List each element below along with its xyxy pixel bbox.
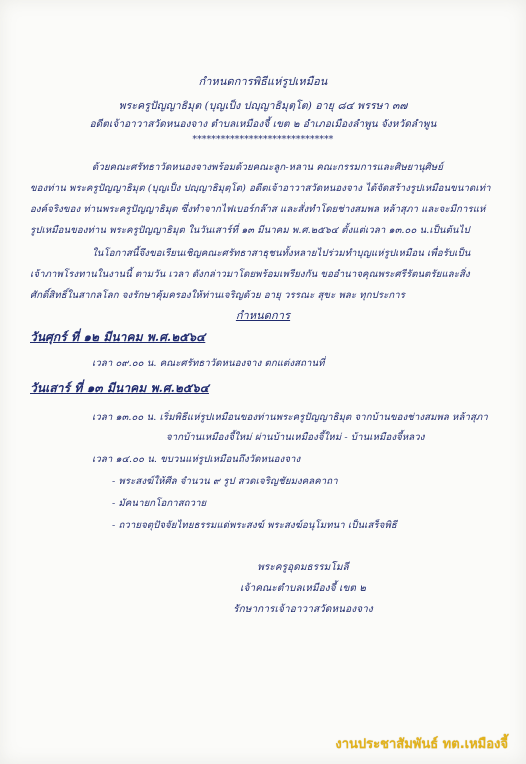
day2-item-2: - มัคนายกโอกาสถวาย [112,498,207,509]
day2-event-2: เวลา ๑๔.๐๐ น. ขบวนแห่รูปเหมือนถึงวัดหนองจาง [92,454,301,465]
watermark-text: งานประชาสัมพันธ์ ทต.เหมืองจี้ [335,737,508,752]
document-title: กำหนดการพิธีแห่รูปเหมือน [198,75,328,88]
body-line-1: ด้วยคณะศรัทธาวัดหนองจางพร้อมด้วยคณะลูก-หลาน คณะกรรมการและศิษยานุศิษย์ [92,162,443,173]
body-line-6: เจ้าภาพโรงทานในงานนี้ ตามวัน เวลา ดังกล่าวมาโดยพร้อมเพรียงกัน ขออำนาจคุณพระศรีรัตนตรัยและสิ่ง [30,269,470,280]
body-line-5: ในโอกาสนี้จึงขอเรียนเชิญคณะศรัทธาสาธุชนทั้งหลายไปร่วมทำบุญแห่รูปเหมือน เพื่อรับเป็น [92,248,471,259]
day2-item-3: - ถวายจตุปัจจัยไทยธรรมแด่พระสงฆ์ พระสงฆ์อนุโมทนา เป็นเสร็จพิธี [112,520,397,531]
schedule-heading: กำหนดการ [235,309,291,322]
monk-position-line: อดีตเจ้าอาวาสวัดหนองจาง ตำบลเหมืองจี้ เขต ๒ อำเภอเมืองลำพูน จังหวัดลำพูน [89,119,437,130]
body-line-4: รูปเหมือนของท่าน พระครูปัญญาธิมุต ในวันเสาร์ที่ ๑๓ มีนาคม พ.ศ.๒๕๖๔ ตั้งแต่เวลา ๑๓.๐๐ น.เป็นต้นไป [30,225,470,236]
day2-event-1-cont: จากบ้านเหมืองจี้ใหม่ ผ่านบ้านเหมืองจี้ใหม่ - บ้านเหมืองจี้หลวง [166,432,425,443]
signature-name: พระครูอุดมธรรมโมลี [257,562,349,573]
body-line-7: ศักดิ์สิทธิ์ในสากลโลก จงรักษาคุ้มครองให้ท่านเจริญด้วย อายุ วรรณะ สุขะ พละ ทุกประการ [30,290,405,301]
separator-stars: ****************************** [192,135,334,145]
day2-date: วันเสาร์ ที่ ๑๓ มีนาคม พ.ศ.๒๕๖๔ [30,381,209,395]
day1-date: วันศุกร์ ที่ ๑๒ มีนาคม พ.ศ.๒๕๖๔ [30,330,206,344]
monk-name-line: พระครูปัญญาธิมุต (บุญเป็ง ปญฺญาธิมุตฺโต) อายุ ๘๔ พรรษา ๓๗ [118,100,408,112]
day1-event-1: เวลา ๐๙.๐๐ น. คณะศรัทธาวัดหนองจาง ตกแต่งสถานที่ [92,358,325,369]
body-line-3: องค์จริงของ ท่านพระครูปัญญาธิมุต ซึ่งทำจากไฟเบอร์กล๊าส และสั่งทำโดยช่างสมพล หล้าสุภา และจะมีการแห่ [30,204,486,215]
day2-event-1: เวลา ๑๓.๐๐ น. เริ่มพิธีแห่รูปเหมือนของท่านพระครูปัญญาธิมุต จากบ้านของช่างสมพล หล้าสุภา [92,412,488,423]
signature-title-2: รักษาการเจ้าอาวาสวัดหนองจาง [233,604,373,615]
signature-title-1: เจ้าคณะตำบลเหมืองจี้ เขต ๒ [240,583,366,594]
body-line-2: ของท่าน พระครูปัญญาธิมุต (บุญเป็ง ปญฺญาธิมุตฺโต) อดีตเจ้าอาวาสวัดหนองจาง ได้จัดสร้างรูปเหมือนขนาดเท่า [30,183,491,194]
day2-item-1: - พระสงฆ์ให้ศีล จำนวน ๙ รูป สวดเจริญชัยมงคลคาถา [112,476,338,487]
